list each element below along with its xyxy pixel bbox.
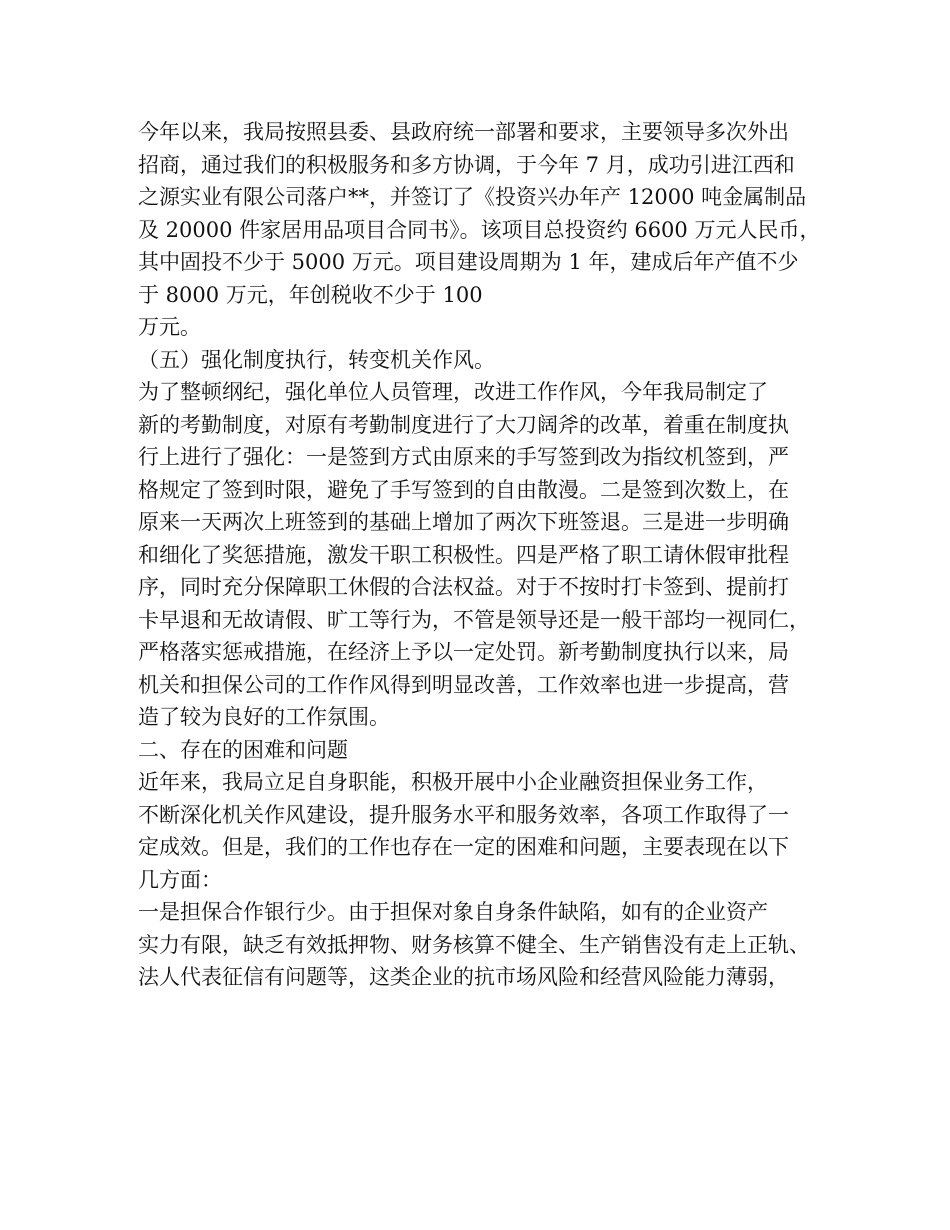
text-line: 实力有限，缺乏有效抵押物、财务核算不健全、生产销售没有走上正轨、: [138, 932, 810, 957]
text-line: 严格落实惩戒措施，在经济上予以一定处罚。新考勤制度执行以来，局: [138, 640, 789, 664]
text-line: 其中固投不少于 5000 万元。项目建设周期为 1 年，建成后年产值不少: [138, 250, 799, 274]
text-line: 造了较为良好的工作氛围。: [138, 705, 390, 729]
text-line: 为了整顿纲纪，强化单位人员管理，改进工作作风，今年我局制定了: [138, 380, 768, 404]
text-line: 万元。: [138, 315, 201, 339]
text-line: 不断深化机关作风建设，提升服务水平和服务效率，各项工作取得了一: [138, 802, 789, 827]
text-line: 几方面：: [138, 867, 222, 892]
text-line: 今年以来，我局按照县委、县政府统一部署和要求，主要领导多次外出: [138, 120, 789, 144]
text-line: 机关和担保公司的工作作风得到明显改善，工作效率也进一步提高，营: [138, 672, 789, 697]
text-line: 招商，通过我们的积极服务和多方协调，于今年 7 月，成功引进江西和: [138, 152, 795, 177]
text-line: 及 20000 件家居用品项目合同书》。该项目总投资约 6600 万元人民币，: [138, 217, 821, 242]
text-line: 卡早退和无故请假、旷工等行为，不管是领导还是一般干部均一视同仁，: [138, 607, 810, 632]
text-line: 于 8000 万元，年创税收不少于 100: [138, 282, 483, 307]
document-body: [138, 116, 838, 994]
text-line: 近年来，我局立足自身职能，积极开展中小企业融资担保业务工作，: [138, 770, 768, 794]
text-line: 和细化了奖惩措施，激发干职工积极性。四是严格了职工请休假审批程: [138, 542, 789, 567]
text-line: 原来一天两次上班签到的基础上增加了两次下班签退。三是进一步明确: [138, 510, 789, 534]
text-line: 新的考勤制度，对原有考勤制度进行了大刀阔斧的改革，着重在制度执: [138, 412, 789, 437]
text-line: 序，同时充分保障职工休假的合法权益。对于不按时打卡签到、提前打: [138, 575, 789, 599]
section-heading: 二、存在的困难和问题: [138, 737, 348, 762]
text-line: 行上进行了强化：一是签到方式由原来的手写签到改为指纹机签到，严: [138, 445, 789, 469]
section-heading: （五）强化制度执行，转变机关作风。: [138, 347, 495, 372]
text-line: 定成效。但是，我们的工作也存在一定的困难和问题，主要表现在以下: [138, 835, 789, 859]
text-line: 法人代表征信有问题等，这类企业的抗市场风险和经营风险能力薄弱，: [138, 965, 789, 989]
text-line: 之源实业有限公司落户**，并签订了《投资兴办年产 12000 吨金属制品: [138, 185, 807, 209]
text-line: 格规定了签到时限，避免了手写签到的自由散漫。二是签到次数上，在: [138, 477, 789, 502]
text-line: 一是担保合作银行少。由于担保对象自身条件缺陷，如有的企业资产: [138, 900, 768, 924]
